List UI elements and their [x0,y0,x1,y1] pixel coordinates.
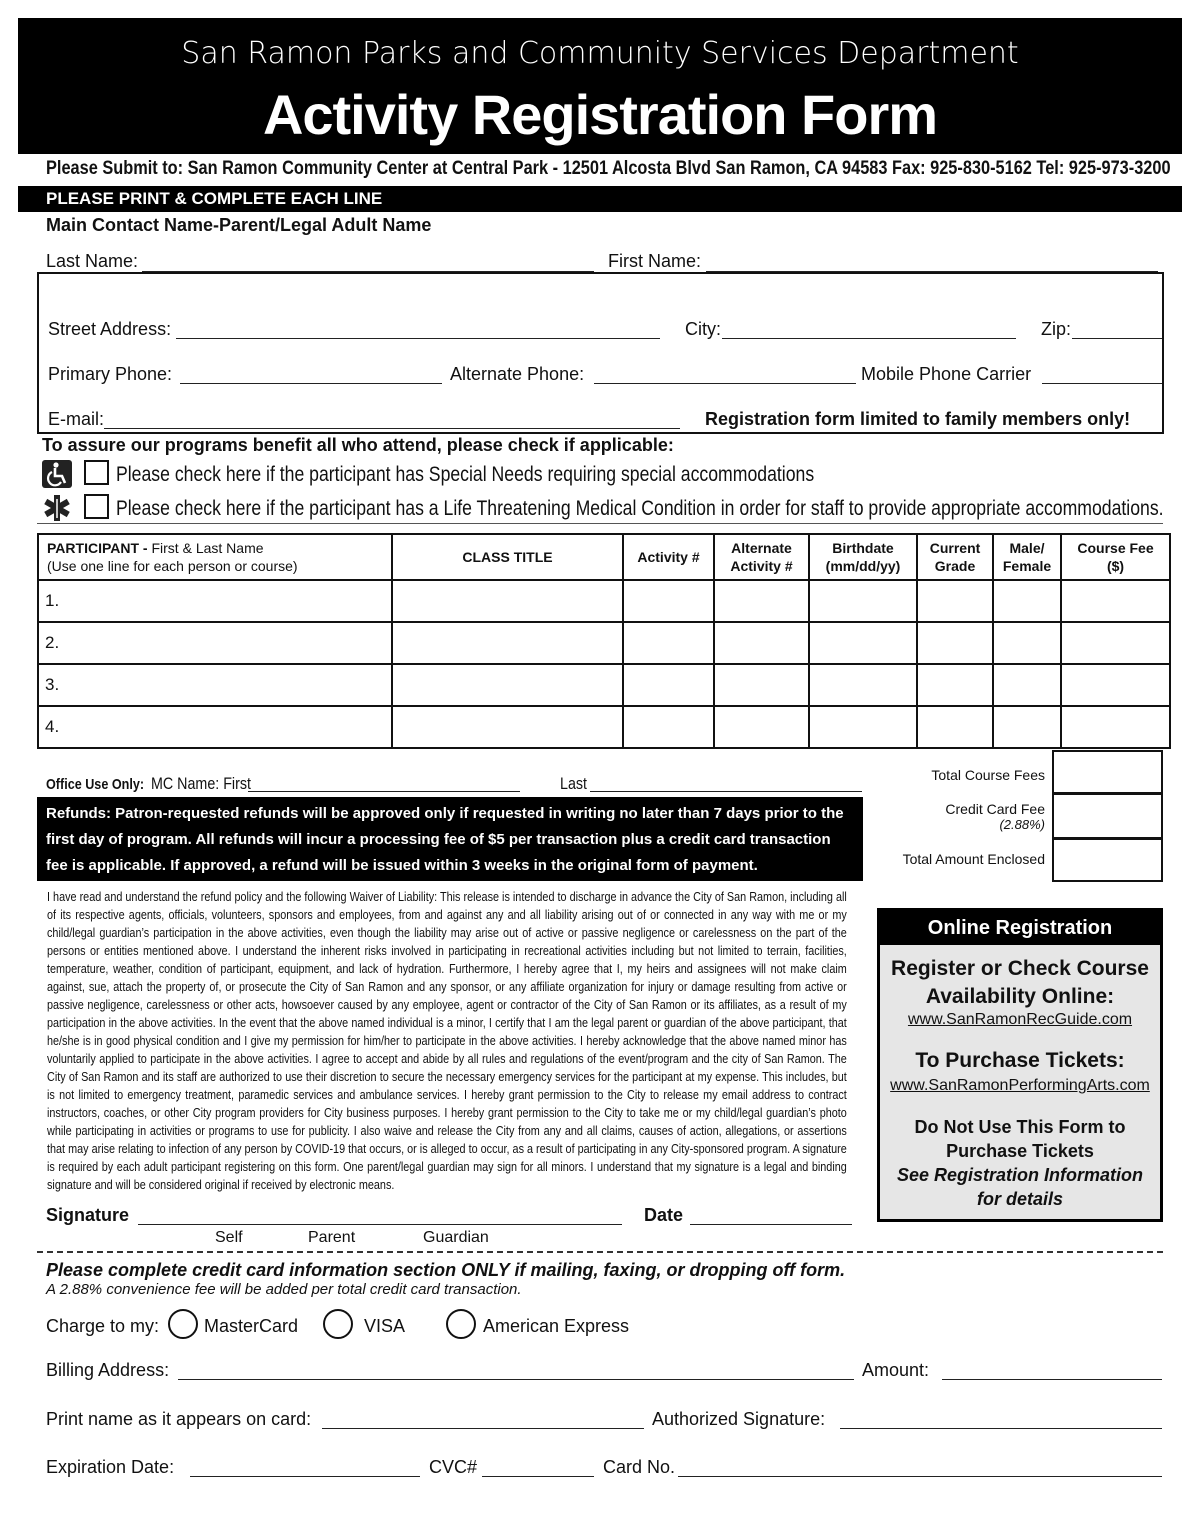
medical-condition-checkbox[interactable] [84,494,109,519]
credit-card-fee-box[interactable] [1052,793,1163,839]
participant-table [37,533,1171,749]
cvc-field[interactable] [482,1476,594,1477]
assure-heading: To assure our programs benefit all who attend, please check if applicable: [42,435,674,455]
expiration-label: Expiration Date: [46,1457,175,1477]
waiver-text: I have read and understand the refund policy and the following Waiver of Liability: This release is intended to discharge in advance the City of San Ramon, including all of its respective agents, officials, volunteers, sponsors and employees, from and against any and all liability arising out of or connected in any way with me or my child/legal guardian’s participation in the above activities, even though the liability may arise out of active or passive negligence or carelessness on the part of the persons or entities mentioned above. I understand the inherent risks involved in participating in recreational activities including but not limited to terrain, facilities, temperature, weather, condition of participant, equipment, and lack of hydration. Furthermore, I hereby agree that I, my heirs and assignees will not make claim against, sue, attach the property of, or prosecute the City of San Ramon and any sponsor, or any affiliate organization for injury or damage resulting from active or passive negligence, carelessness or other acts, howsoever caused by any employee, agent or contractor of the City of San Ramon or its affiliates, as a result of my participation in the above activities. In the event that the above named individual is a minor, I certify that I am the legal parent or guardian of the above participant, that he/she is in good physical condition and I give my permission for him/her to participate in the above activities. I hereby acknowledge that the above named minor has voluntarily applied to participate in the above activities. I agree to accept and abide by all rules and regulations of the event/program and the city of San Ramon. The City of San Ramon and its staff are authorized to use their discretion to secure the necessary emergency services for the participant at my expense. This includes, but is not limited to emergency treatment, paramedic services and ambulance services. I hereby grant permission to the City to release my email address to contract instructors, coaches, or other City program providers for City business purposes. I hereby grant permission to the City to take me or my child/legal guardian’s photo while participating in activities or programs to use for publicity. I also waive and release the City from any and all claims, causes of action, allegations, or assertions that may arise relating to infection of any person by COVID-19 that occurs, or is alleged to occur, as a result of participating in any City-sponsored program. A signature is required by each adult participant registering on this form. One parent/legal guardian may sign for all minors. I understand that my signature is a legal and binding signature and will be considered original if received by electronic means. [47,890,847,1192]
primary-phone-label: Primary Phone: [48,364,173,384]
row-number: 4. [38,706,392,748]
amount-label: Amount: [862,1360,930,1380]
auth-signature-field[interactable] [840,1428,1162,1429]
visa-radio[interactable] [323,1309,353,1339]
col-alt-2: Activity # [730,558,793,574]
print-instruction: PLEASE PRINT & COMPLETE EACH LINE [46,189,383,208]
zip-field[interactable] [1072,338,1162,339]
department-name: San Ramon Parks and Community Services Department [181,36,1019,71]
alt-cell[interactable] [714,664,809,706]
amex-radio[interactable] [446,1309,476,1339]
billing-field[interactable] [178,1379,854,1380]
office-use-label: Office Use Only: [46,776,145,793]
header-banner [18,18,1182,154]
auth-signature-label: Authorized Signature: [652,1409,826,1429]
mobile-carrier-field[interactable] [1042,383,1162,384]
col-participant-bold: PARTICIPANT - [47,540,148,556]
card-no-label: Card No. [603,1457,676,1477]
primary-phone-field[interactable] [180,383,442,384]
amex-label: American Express [483,1316,630,1336]
col-participant-rest: First & Last Name [147,540,264,556]
sex-cell[interactable] [993,580,1061,622]
class-cell[interactable] [392,580,623,622]
col-birthdate [809,534,917,580]
print-instruction-bar [18,186,1182,212]
no-ticket-note [880,1115,1160,1163]
col-sex-2: Female [1002,558,1052,574]
parent-label: Parent [308,1229,356,1246]
col-activity: Activity # [623,534,714,580]
alt-cell[interactable] [714,706,809,748]
special-needs-checkbox[interactable] [84,460,109,485]
col-grade-1: Current [929,540,981,556]
col-participant [38,534,392,580]
office-last-label: Last [560,774,587,793]
col-birth-1: Birthdate [832,540,894,556]
col-class-title: CLASS TITLE [392,534,623,580]
birth-cell[interactable] [809,664,917,706]
city-field[interactable] [722,338,1016,339]
fee-cell[interactable] [1061,622,1170,664]
city-label: City: [685,319,721,339]
grade-cell[interactable] [917,622,993,664]
table-header-row [38,534,1170,580]
email-label: E-mail: [48,409,105,429]
last-name-label: Last Name: [46,251,139,271]
alternate-phone-label: Alternate Phone: [450,364,585,384]
col-fee-1: Course Fee [1077,540,1154,556]
street-field[interactable] [176,338,660,339]
table-row[interactable] [38,580,1170,622]
table-row[interactable] [38,706,1170,748]
guardian-label: Guardian [423,1229,489,1246]
office-last-field[interactable] [590,791,862,792]
birth-cell[interactable] [809,622,917,664]
amount-field[interactable] [942,1379,1162,1380]
star-of-life-icon [42,494,72,522]
class-cell[interactable] [392,706,623,748]
card-no-field[interactable] [678,1476,1162,1477]
mastercard-radio[interactable] [168,1309,198,1339]
date-label: Date [644,1205,684,1225]
email-field[interactable] [104,428,680,429]
grade-cell[interactable] [917,706,993,748]
activity-cell[interactable] [623,580,714,622]
zip-label: Zip: [1041,319,1072,339]
fee-cell[interactable] [1061,580,1170,622]
office-first-field[interactable] [248,791,520,792]
signature-field[interactable] [138,1224,622,1225]
col-sex [993,534,1061,580]
activity-cell[interactable] [623,664,714,706]
sex-cell[interactable] [993,622,1061,664]
total-enclosed-box[interactable] [1052,838,1163,882]
refund-policy: Refunds: Patron-requested refunds will be approved only if requested in writing no later than 7 days prior to the first day of program. All refunds will incur a processing fee of $5 per transaction plus a credit card transaction fee is applicable. If approved, a refund will be issued within 3 weeks in the original form of payment. [37,797,863,881]
cut-line [37,1251,1163,1253]
online-registration-panel [877,908,1163,1222]
visa-label: VISA [364,1316,406,1336]
print-name-label: Print name as it appears on card: [46,1409,312,1429]
contact-heading: Main Contact Name-Parent/Legal Adult Name [46,215,432,235]
alt-cell[interactable] [714,622,809,664]
row-number: 3. [38,664,392,706]
mastercard-label: MasterCard [204,1316,299,1336]
wheelchair-icon [42,460,72,488]
row-number: 1. [38,580,392,622]
grade-cell[interactable] [917,664,993,706]
date-field[interactable] [690,1224,852,1225]
col-course-fee [1061,534,1170,580]
see-details-note [880,1163,1160,1211]
credit-card-fee-label: Credit Card Fee [945,801,1045,817]
see-line-2: for details [976,1189,1064,1209]
col-fee-2: ($) [1106,558,1125,574]
birth-cell[interactable] [809,580,917,622]
activity-cell[interactable] [623,706,714,748]
see-line-1: See Registration Information [896,1165,1144,1185]
online-head: Online Registration [880,911,1160,945]
register-line-1: Register or Check Course [891,957,1149,980]
birth-cell[interactable] [809,706,917,748]
billing-label: Billing Address: [46,1360,170,1380]
sex-cell[interactable] [993,706,1061,748]
total-course-fees-box[interactable] [1052,750,1163,794]
submit-address: Please Submit to: San Ramon Community Center at Central Park - 12501 Alcosta Blvd San Ramon, CA 94583 Fax: 925-830-5162 Tel: 925-973-3200 [46,158,1171,179]
fee-cell[interactable] [1061,664,1170,706]
no-use-line-2: Purchase Tickets [946,1141,1094,1161]
total-course-fees-label: Total Course Fees [931,767,1045,783]
medical-condition-label: Please check here if the participant has a Life Threatening Medical Condition in order for staff to provide appropriate accommodations. [116,497,1164,520]
table-row[interactable] [38,622,1170,664]
card-fee-note: A 2.88% convenience fee will be added per total credit card transaction. [46,1281,522,1298]
family-note: Registration form limited to family members only! [705,409,1131,429]
col-alt-activity [714,534,809,580]
performing-arts-link[interactable]: www.SanRamonPerformingArts.com [890,1077,1150,1094]
rec-guide-link[interactable]: www.SanRamonRecGuide.com [907,1011,1133,1028]
col-alt-1: Alternate [731,540,792,556]
col-birth-2: (mm/dd/yy) [825,558,901,574]
activity-cell[interactable] [623,622,714,664]
class-cell[interactable] [392,622,623,664]
print-name-field[interactable] [322,1428,644,1429]
class-cell[interactable] [392,664,623,706]
tickets-heading: To Purchase Tickets: [915,1049,1125,1072]
col-grade [917,534,993,580]
alternate-phone-field[interactable] [594,383,856,384]
col-grade-2: Grade [934,558,976,574]
charge-label: Charge to my: [46,1316,160,1336]
table-row[interactable] [38,664,1170,706]
credit-card-fee-pct: (2.88%) [999,817,1045,832]
row-number: 2. [38,622,392,664]
sex-cell[interactable] [993,664,1061,706]
alt-cell[interactable] [714,580,809,622]
office-mc-first-label: MC Name: First [151,774,251,793]
divider [37,523,1163,524]
expiration-field[interactable] [190,1476,420,1477]
col-participant-sub: (Use one line for each person or course) [47,558,298,574]
register-line-2: Availability Online: [925,985,1115,1008]
mobile-carrier-label: Mobile Phone Carrier [861,364,1032,384]
self-label: Self [215,1229,243,1246]
col-sex-1: Male/ [1009,540,1045,556]
register-text [880,955,1160,1011]
card-notice: Please complete credit card information section ONLY if mailing, faxing, or dropping off form. [46,1260,846,1280]
signature-label: Signature [46,1205,130,1225]
no-use-line-1: Do Not Use This Form to [914,1117,1126,1137]
grade-cell[interactable] [917,580,993,622]
form-title: Activity Registration Form [262,83,938,146]
fee-cell[interactable] [1061,706,1170,748]
special-needs-label: Please check here if the participant has Special Needs requiring special accommodations [116,463,815,486]
cvc-label: CVC# [429,1457,478,1477]
total-enclosed-label: Total Amount Enclosed [902,851,1045,867]
street-label: Street Address: [48,319,172,339]
first-name-label: First Name: [608,251,702,271]
